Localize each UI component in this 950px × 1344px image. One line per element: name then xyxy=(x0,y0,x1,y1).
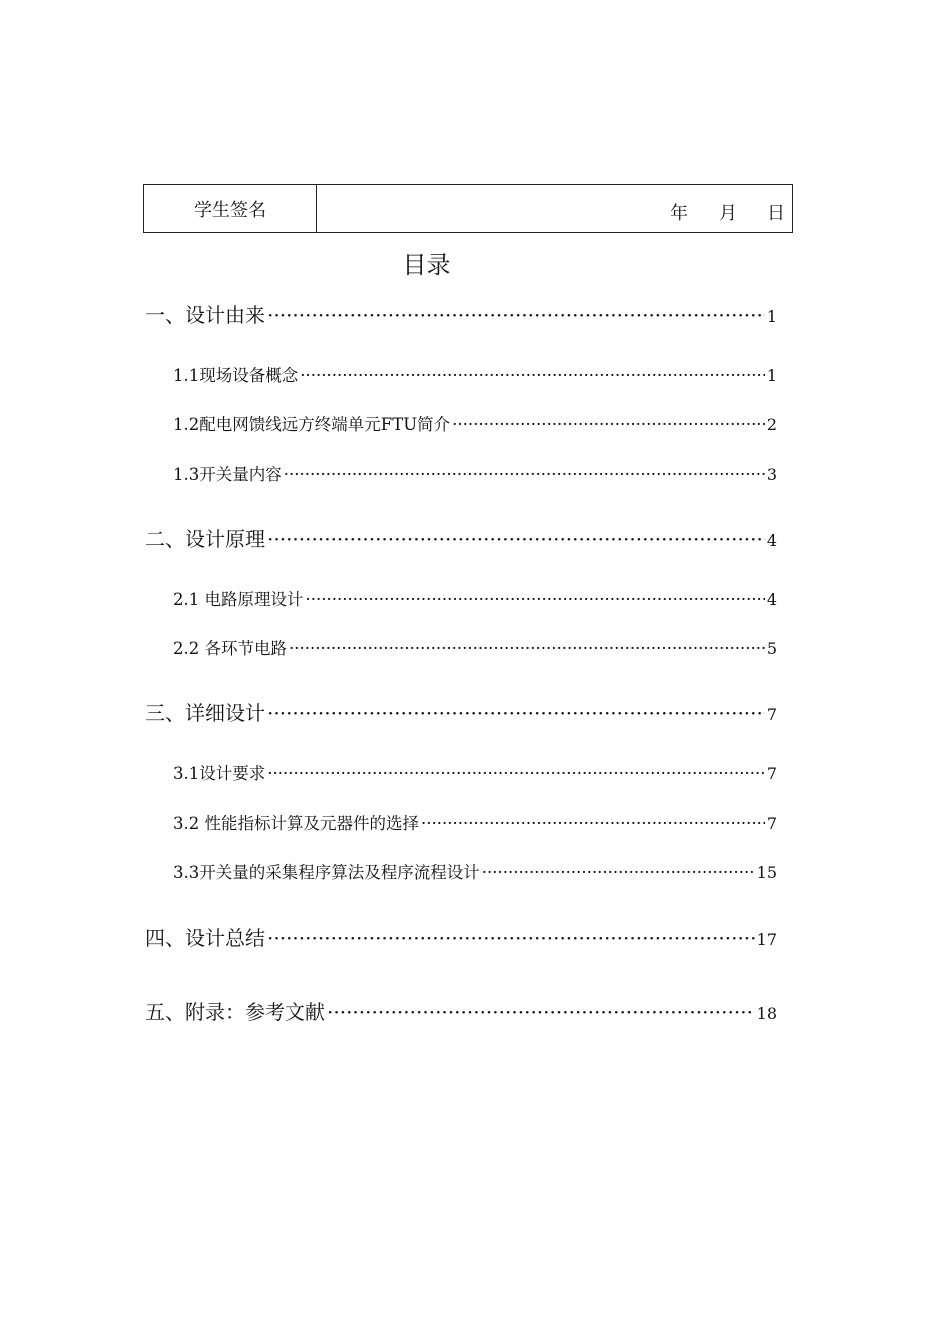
toc-leader-dots xyxy=(267,303,765,327)
toc-leader-dots xyxy=(306,590,765,609)
toc-entry-text: 三、详细设计 xyxy=(145,701,265,725)
toc-entry-text: 2.1 电路原理设计 xyxy=(173,590,304,609)
toc-entry-text: 四、设计总结 xyxy=(145,926,265,950)
signature-table xyxy=(143,184,793,233)
toc-leader-dots xyxy=(452,415,765,434)
toc-entry-page: 15 xyxy=(756,863,777,882)
toc-entry[interactable] xyxy=(173,635,777,659)
toc-leader-dots xyxy=(327,1000,755,1024)
date-month-label: 月 xyxy=(719,203,737,224)
toc-entry-text: 3.2 性能指标计算及元器件的选择 xyxy=(173,814,419,833)
toc-entry-text: 1.2配电网馈线远方终端单元FTU简介 xyxy=(173,415,451,434)
toc-entry[interactable] xyxy=(145,922,777,951)
toc-leader-dots xyxy=(482,863,755,882)
toc-leader-dots xyxy=(267,527,765,551)
signature-label: 学生签名 xyxy=(144,185,317,232)
toc-entry-page: 2 xyxy=(766,415,777,434)
toc-entry-page: 7 xyxy=(766,814,777,833)
toc-entry-page: 4 xyxy=(766,531,777,550)
toc-entry-page: 1 xyxy=(766,307,777,326)
toc-entry-text: 1.1现场设备概念 xyxy=(173,366,299,385)
toc-entry-text: 二、设计原理 xyxy=(145,527,265,551)
toc-entry[interactable] xyxy=(173,760,777,784)
toc-entry-text: 3.1设计要求 xyxy=(173,764,266,783)
toc-entry-page: 7 xyxy=(766,705,777,724)
toc-entry-page: 18 xyxy=(756,1004,777,1023)
signature-date-cell xyxy=(317,185,792,232)
toc-entry-page: 5 xyxy=(766,639,777,658)
toc-entry-text: 一、设计由来 xyxy=(145,303,265,327)
toc-entry[interactable] xyxy=(173,362,777,386)
toc-leader-dots xyxy=(421,814,765,833)
toc-leader-dots xyxy=(267,926,755,950)
toc-entry-text: 五、附录：参考文献 xyxy=(145,1000,325,1024)
toc-leader-dots xyxy=(300,366,765,385)
toc-entry-text: 2.2 各环节电路 xyxy=(173,639,287,658)
toc-entry-page: 17 xyxy=(756,930,777,949)
toc-leader-dots xyxy=(267,764,765,783)
toc-entry[interactable] xyxy=(145,299,777,328)
toc-entry-text: 3.3开关量的采集程序算法及程序流程设计 xyxy=(173,863,480,882)
date-year-label: 年 xyxy=(670,203,688,224)
toc-leader-dots xyxy=(284,465,765,484)
toc-entry-page: 7 xyxy=(766,764,777,783)
toc-entry[interactable] xyxy=(173,586,777,610)
toc-entry[interactable] xyxy=(145,697,777,726)
toc-entry[interactable] xyxy=(145,523,777,552)
toc-entry-text: 1.3开关量内容 xyxy=(173,465,282,484)
toc-entry[interactable] xyxy=(173,859,777,883)
toc-leader-dots xyxy=(267,701,765,725)
toc-entry[interactable] xyxy=(173,461,777,485)
toc-entry-page: 4 xyxy=(766,590,777,609)
toc-entry-page: 1 xyxy=(766,366,777,385)
toc-entry[interactable] xyxy=(173,411,777,435)
toc-entry-page: 3 xyxy=(766,465,777,484)
toc-leader-dots xyxy=(289,639,765,658)
toc-entry[interactable] xyxy=(173,810,777,834)
date-day-label: 日 xyxy=(767,203,785,224)
toc-entry[interactable] xyxy=(145,996,777,1025)
toc-title: 目录 xyxy=(402,251,451,279)
